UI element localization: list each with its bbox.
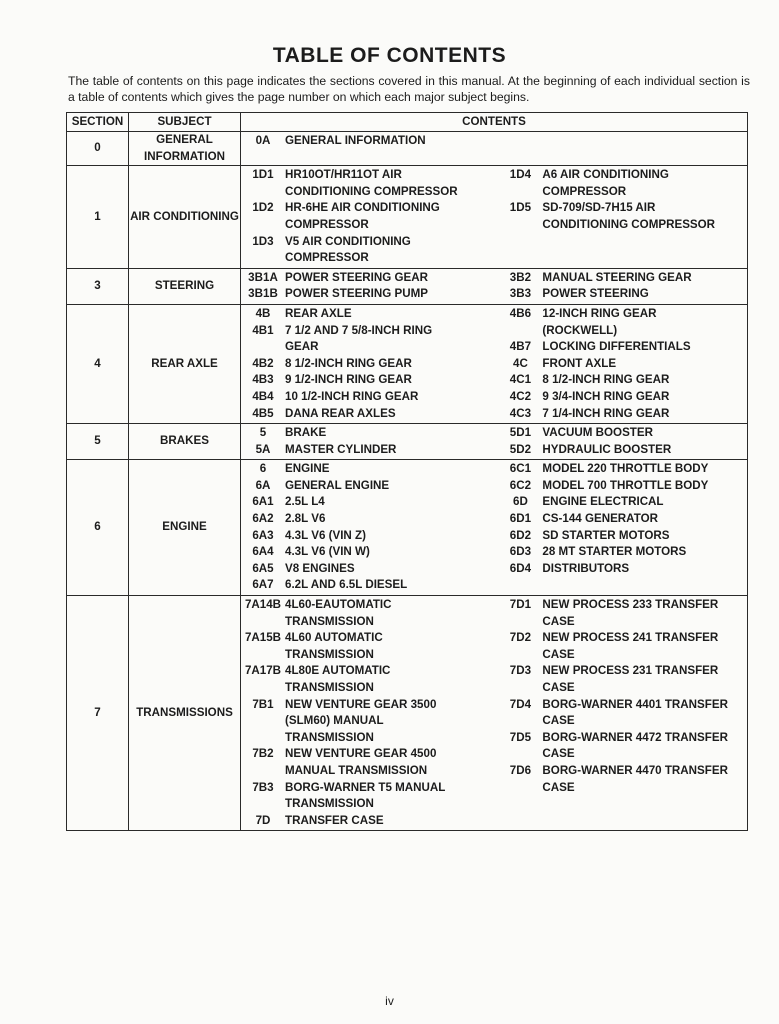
entry-line: MANUAL STEERING GEAR xyxy=(542,270,692,284)
toc-entry xyxy=(241,511,498,528)
entry-line: 4.3L V6 (VIN Z) xyxy=(285,528,366,542)
entry-description xyxy=(285,663,498,696)
entry-description xyxy=(285,306,498,323)
section-number: 0 xyxy=(67,132,129,166)
contents-right-column xyxy=(498,133,747,150)
section-row xyxy=(67,596,748,831)
entry-description xyxy=(542,561,747,578)
entry-description xyxy=(542,425,747,442)
toc-entry xyxy=(498,528,747,545)
toc-entry xyxy=(241,478,498,495)
entry-code: 7A17B xyxy=(244,664,282,678)
toc-entry xyxy=(241,561,498,578)
entry-description xyxy=(285,234,498,267)
entry-description xyxy=(542,406,747,423)
toc-entry xyxy=(498,425,747,442)
entry-code: 0A xyxy=(255,134,271,147)
toc-entry xyxy=(241,234,498,267)
entry-code: 5 xyxy=(259,426,267,440)
entry-code: 4B1 xyxy=(252,323,274,337)
entry-line: CONDITIONING COMPRESSOR xyxy=(285,184,458,198)
entry-line: DANA REAR AXLES xyxy=(285,406,396,420)
contents-right-column xyxy=(498,597,747,829)
entry-description xyxy=(542,270,747,287)
entry-description xyxy=(285,167,498,200)
entry-description xyxy=(285,442,498,459)
section-number: 5 xyxy=(67,424,129,460)
entry-description xyxy=(542,697,747,730)
section-row xyxy=(67,460,748,596)
entry-code: 6A1 xyxy=(252,495,274,509)
toc-entry xyxy=(241,133,498,150)
entry-line: TRANSMISSION xyxy=(285,614,374,628)
entry-line: DISTRIBUTORS xyxy=(542,561,630,575)
entry-description xyxy=(542,544,747,561)
section-contents xyxy=(241,268,748,304)
contents-body xyxy=(67,132,748,831)
contents-left-column xyxy=(241,167,498,267)
entry-code: 7D6 xyxy=(509,763,532,777)
toc-entry xyxy=(241,306,498,323)
entry-line: 9 3/4-INCH RING GEAR xyxy=(542,389,670,403)
entry-description xyxy=(542,494,747,511)
entry-line: 7 1/2 AND 7 5/8-INCH RING xyxy=(285,323,433,337)
entry-description xyxy=(285,780,498,813)
entry-code: 6A5 xyxy=(252,561,274,575)
header-section: SECTION xyxy=(67,113,129,132)
contents-right-column xyxy=(498,306,747,422)
entry-code: 5A xyxy=(255,442,271,456)
contents-left-column xyxy=(241,425,498,458)
entry-line: 4L80E AUTOMATIC xyxy=(285,664,391,678)
entry-line: ENGINE ELECTRICAL xyxy=(542,495,664,509)
entry-line: NEW VENTURE GEAR 3500 xyxy=(285,697,437,711)
entry-code: 1D1 xyxy=(252,168,274,182)
entry-code: 1D5 xyxy=(509,201,532,215)
entry-code: 7D3 xyxy=(509,664,532,678)
entry-description xyxy=(542,597,747,630)
entry-description xyxy=(285,697,498,747)
entry-line: MODEL 700 THROTTLE BODY xyxy=(542,478,709,492)
entry-line: GENERAL ENGINE xyxy=(285,478,390,492)
toc-entry xyxy=(498,372,747,389)
contents-right-column xyxy=(498,167,747,267)
entry-code: 7D1 xyxy=(509,598,532,612)
toc-entry xyxy=(498,286,747,303)
toc-entry xyxy=(241,780,498,813)
entry-code: 7D4 xyxy=(509,697,532,711)
entry-description xyxy=(285,630,498,663)
header-row xyxy=(67,113,748,132)
toc-entry xyxy=(241,528,498,545)
entry-code: 4B7 xyxy=(509,340,532,354)
entry-line: (SLM60) MANUAL xyxy=(285,714,384,728)
entry-description xyxy=(285,528,498,545)
entry-code: 6D4 xyxy=(509,561,532,575)
toc-entry xyxy=(241,813,498,830)
header-contents: CONTENTS xyxy=(241,113,748,132)
entry-code: 3B2 xyxy=(509,270,532,284)
toc-entry xyxy=(241,630,498,663)
entry-line: NEW VENTURE GEAR 4500 xyxy=(285,747,437,761)
toc-entry xyxy=(498,597,747,630)
entry-description xyxy=(542,461,747,478)
entry-code: 6C1 xyxy=(509,462,532,476)
entry-code: 4C xyxy=(513,356,528,370)
entry-line: BRAKE xyxy=(285,426,327,440)
toc-entry xyxy=(241,270,498,287)
entry-line: 2.8L V6 xyxy=(285,512,326,526)
entry-description xyxy=(285,461,498,478)
entry-line: CASE xyxy=(542,780,575,794)
toc-entry xyxy=(498,697,747,730)
entry-description xyxy=(285,286,498,303)
toc-entry xyxy=(241,597,498,630)
entry-line: CASE xyxy=(542,747,575,761)
toc-entry xyxy=(498,494,747,511)
entry-line: TRANSMISSION xyxy=(285,647,374,661)
entry-code: 7D2 xyxy=(509,631,532,645)
toc-entry xyxy=(498,270,747,287)
section-subject: AIR CONDITIONING xyxy=(129,166,241,269)
entry-code: 4B xyxy=(255,306,271,320)
entry-line: 6.2L AND 6.5L DIESEL xyxy=(285,578,408,592)
contents-right-column xyxy=(498,461,747,594)
page-title: TABLE OF CONTENTS xyxy=(272,44,507,67)
entry-line: BORG-WARNER T5 MANUAL xyxy=(285,780,446,794)
entry-code: 6A3 xyxy=(252,528,274,542)
entry-description xyxy=(285,270,498,287)
entry-line: LOCKING DIFFERENTIALS xyxy=(542,340,691,354)
entry-line: COMPRESSOR xyxy=(542,184,627,198)
contents-right-column xyxy=(498,425,747,458)
entry-code: 1D4 xyxy=(509,168,532,182)
entry-code: 4C3 xyxy=(509,406,532,420)
entry-code: 3B1B xyxy=(248,287,278,301)
entry-description xyxy=(285,200,498,233)
entry-line: POWER STEERING GEAR xyxy=(285,270,429,284)
toc-entry xyxy=(241,389,498,406)
entry-code: 7A14B xyxy=(244,598,282,612)
entry-line: 4L60-EAUTOMATIC xyxy=(285,598,392,612)
entry-line: BORG-WARNER 4470 TRANSFER xyxy=(542,763,728,777)
entry-description xyxy=(285,478,498,495)
toc-entry xyxy=(241,200,498,233)
toc-entry xyxy=(241,544,498,561)
entry-line: CASE xyxy=(542,647,575,661)
entry-line: NEW PROCESS 231 TRANSFER xyxy=(542,664,719,678)
entry-line: 9 1/2-INCH RING GEAR xyxy=(285,373,412,387)
entry-line: (ROCKWELL) xyxy=(542,323,618,337)
entry-code: 7A15B xyxy=(244,631,282,645)
intro-paragraph: The table of contents on this page indicates the sections covered in this manual. At the beginning of each individual section is a table of contents which gives the page number on which each major subject begins. xyxy=(68,74,750,104)
entry-code: 6D xyxy=(513,495,528,509)
toc-entry xyxy=(241,494,498,511)
entry-code: 3B3 xyxy=(509,287,532,301)
entry-code: 6D2 xyxy=(509,528,532,542)
entry-code: 6A xyxy=(255,478,271,492)
entry-code: 1D2 xyxy=(252,201,274,215)
entry-line: MASTER CYLINDER xyxy=(285,442,397,456)
entry-line: HR-6HE AIR CONDITIONING xyxy=(285,201,440,215)
section-row xyxy=(67,132,748,166)
entry-description xyxy=(285,372,498,389)
toc-entry xyxy=(498,167,747,200)
entry-line: ENGINE xyxy=(285,462,330,476)
entry-description xyxy=(285,511,498,528)
toc-entry xyxy=(498,442,747,459)
entry-description xyxy=(542,730,747,763)
entry-line: 28 MT STARTER MOTORS xyxy=(542,545,687,559)
entry-code: 7D5 xyxy=(509,730,532,744)
section-row xyxy=(67,268,748,304)
entry-line: FRONT AXLE xyxy=(542,356,617,370)
entry-line: 10 1/2-INCH RING GEAR xyxy=(285,389,419,403)
entry-code: 6A4 xyxy=(252,545,274,559)
section-subject: TRANSMISSIONS xyxy=(129,596,241,831)
toc-entry xyxy=(498,511,747,528)
entry-line: HR10OT/HR11OT AIR xyxy=(285,168,402,182)
toc-entry xyxy=(241,372,498,389)
toc-entry xyxy=(498,356,747,373)
entry-code: 1D3 xyxy=(252,234,274,248)
entry-line: POWER STEERING xyxy=(542,287,649,301)
toc-entry xyxy=(498,389,747,406)
entry-description xyxy=(542,511,747,528)
entry-description xyxy=(285,356,498,373)
toc-entry xyxy=(498,306,747,339)
entry-line: SD STARTER MOTORS xyxy=(542,528,670,542)
section-subject: GENERAL INFORMATION xyxy=(129,132,241,166)
entry-line: TRANSMISSION xyxy=(285,681,374,694)
toc-entry xyxy=(241,697,498,747)
toc-entry xyxy=(241,461,498,478)
toc-entry xyxy=(498,630,747,663)
section-number: 6 xyxy=(67,460,129,596)
entry-description xyxy=(285,561,498,578)
contents-right-column xyxy=(498,270,747,303)
section-number: 4 xyxy=(67,304,129,423)
entry-line: POWER STEERING PUMP xyxy=(285,287,429,301)
entry-line: MODEL 220 THROTTLE BODY xyxy=(542,462,709,476)
entry-line: HYDRAULIC BOOSTER xyxy=(542,442,672,456)
entry-line: 8 1/2-INCH RING GEAR xyxy=(285,356,412,370)
section-number: 1 xyxy=(67,166,129,269)
entry-line: 12-INCH RING GEAR xyxy=(542,306,657,320)
entry-description xyxy=(285,597,498,630)
entry-description xyxy=(542,663,747,696)
entry-line: 2.5L L4 xyxy=(285,495,325,509)
section-contents xyxy=(241,460,748,596)
section-subject: STEERING xyxy=(129,268,241,304)
toc-entry xyxy=(241,425,498,442)
toc-entry xyxy=(498,544,747,561)
entry-line: GEAR xyxy=(285,340,319,354)
entry-line: COMPRESSOR xyxy=(285,217,369,231)
page-number: iv xyxy=(385,994,394,1008)
entry-code: 6 xyxy=(259,462,267,476)
entry-line: MANUAL TRANSMISSION xyxy=(285,763,428,777)
entry-description xyxy=(285,544,498,561)
toc-entry xyxy=(241,577,498,594)
section-contents xyxy=(241,424,748,460)
entry-line: V8 ENGINES xyxy=(285,561,355,575)
entry-line: 7 1/4-INCH RING GEAR xyxy=(542,406,670,420)
entry-line: A6 AIR CONDITIONING xyxy=(542,168,669,182)
entry-code: 4B2 xyxy=(252,356,274,370)
entry-code: 4B4 xyxy=(252,389,274,403)
section-number: 7 xyxy=(67,596,129,831)
toc-entry xyxy=(241,406,498,423)
entry-line: 4.3L V6 (VIN W) xyxy=(285,545,370,559)
contents-left-column xyxy=(241,133,498,150)
toc-entry xyxy=(498,763,747,796)
entry-line: BORG-WARNER 4401 TRANSFER xyxy=(542,697,728,711)
entry-description xyxy=(285,746,498,779)
entry-line: 8 1/2-INCH RING GEAR xyxy=(542,373,670,387)
entry-line: 4L60 AUTOMATIC xyxy=(285,631,383,645)
entry-description xyxy=(542,200,747,233)
entry-code: 6C2 xyxy=(509,478,532,492)
entry-description xyxy=(542,630,747,663)
entry-line: TRANSMISSION xyxy=(285,797,374,811)
contents-left-column xyxy=(241,270,498,303)
entry-line: CASE xyxy=(542,714,575,728)
contents-left-column xyxy=(241,306,498,422)
section-contents xyxy=(241,132,748,166)
header-subject: SUBJECT xyxy=(129,113,241,132)
entry-description xyxy=(542,389,747,406)
entry-line: V5 AIR CONDITIONING xyxy=(285,234,411,248)
entry-code: 4B5 xyxy=(252,406,274,420)
entry-line: NEW PROCESS 233 TRANSFER xyxy=(542,598,719,612)
entry-code: 6D3 xyxy=(509,545,532,559)
entry-line: CS-144 GENERATOR xyxy=(542,512,658,526)
entry-code: 6D1 xyxy=(509,512,532,526)
section-subject: BRAKES xyxy=(129,424,241,460)
section-subject: REAR AXLE xyxy=(129,304,241,423)
entry-description xyxy=(542,372,747,389)
toc-entry xyxy=(498,461,747,478)
entry-description xyxy=(285,425,498,442)
section-row xyxy=(67,424,748,460)
entry-line: GENERAL INFORMATION xyxy=(285,134,426,147)
entry-line: VACUUM BOOSTER xyxy=(542,426,653,440)
entry-code: 4C1 xyxy=(509,373,532,387)
entry-line: TRANSMISSION xyxy=(285,730,374,744)
entry-code: 5D2 xyxy=(509,442,532,456)
toc-entry xyxy=(241,663,498,696)
toc-entry xyxy=(498,406,747,423)
section-row xyxy=(67,166,748,269)
entry-line: CASE xyxy=(542,681,575,694)
entry-line: COMPRESSOR xyxy=(285,251,369,265)
entry-description xyxy=(542,167,747,200)
entry-description xyxy=(542,306,747,339)
entry-code: 6A7 xyxy=(252,578,274,592)
entry-line: CASE xyxy=(542,614,575,628)
toc-entry xyxy=(241,167,498,200)
contents-left-column xyxy=(241,461,498,594)
section-number: 3 xyxy=(67,268,129,304)
entry-description xyxy=(542,356,747,373)
entry-description xyxy=(285,406,498,423)
entry-code: 7B2 xyxy=(252,747,274,761)
entry-line: REAR AXLE xyxy=(285,306,352,320)
entry-line: TRANSFER CASE xyxy=(285,813,384,827)
toc-entry xyxy=(241,286,498,303)
contents-table xyxy=(66,112,748,831)
toc-entry xyxy=(498,478,747,495)
entry-description xyxy=(542,339,747,356)
entry-code: 3B1A xyxy=(248,270,278,284)
entry-code: 4B6 xyxy=(509,306,532,320)
toc-entry xyxy=(241,323,498,356)
entry-description xyxy=(542,442,747,459)
entry-code: 7B3 xyxy=(252,780,274,794)
section-subject: ENGINE xyxy=(129,460,241,596)
entry-line: CONDITIONING COMPRESSOR xyxy=(542,217,716,231)
entry-line: BORG-WARNER 4472 TRANSFER xyxy=(542,730,728,744)
toc-entry xyxy=(241,356,498,373)
entry-description xyxy=(542,528,747,545)
toc-entry xyxy=(241,746,498,779)
entry-description xyxy=(285,577,498,594)
entry-description xyxy=(542,478,747,495)
toc-entry xyxy=(498,663,747,696)
toc-entry xyxy=(498,339,747,356)
entry-description xyxy=(285,133,498,150)
toc-entry xyxy=(241,442,498,459)
entry-code: 4B3 xyxy=(252,373,274,387)
section-contents xyxy=(241,304,748,423)
entry-description xyxy=(285,389,498,406)
contents-left-column xyxy=(241,597,498,829)
entry-code: 7B1 xyxy=(252,697,274,711)
entry-code: 4C2 xyxy=(509,389,532,403)
entry-description xyxy=(285,494,498,511)
section-contents xyxy=(241,166,748,269)
entry-code: 5D1 xyxy=(509,426,532,440)
entry-description xyxy=(285,323,498,356)
section-row xyxy=(67,304,748,423)
entry-line: SD-709/SD-7H15 AIR xyxy=(542,201,656,215)
entry-description xyxy=(285,813,498,830)
entry-code: 6A2 xyxy=(252,512,274,526)
toc-entry xyxy=(498,561,747,578)
entry-line: NEW PROCESS 241 TRANSFER xyxy=(542,631,719,645)
entry-code: 7D xyxy=(255,813,271,827)
toc-entry xyxy=(498,730,747,763)
entry-description xyxy=(542,763,747,796)
entry-description xyxy=(542,286,747,303)
section-contents xyxy=(241,596,748,831)
toc-entry xyxy=(498,200,747,233)
